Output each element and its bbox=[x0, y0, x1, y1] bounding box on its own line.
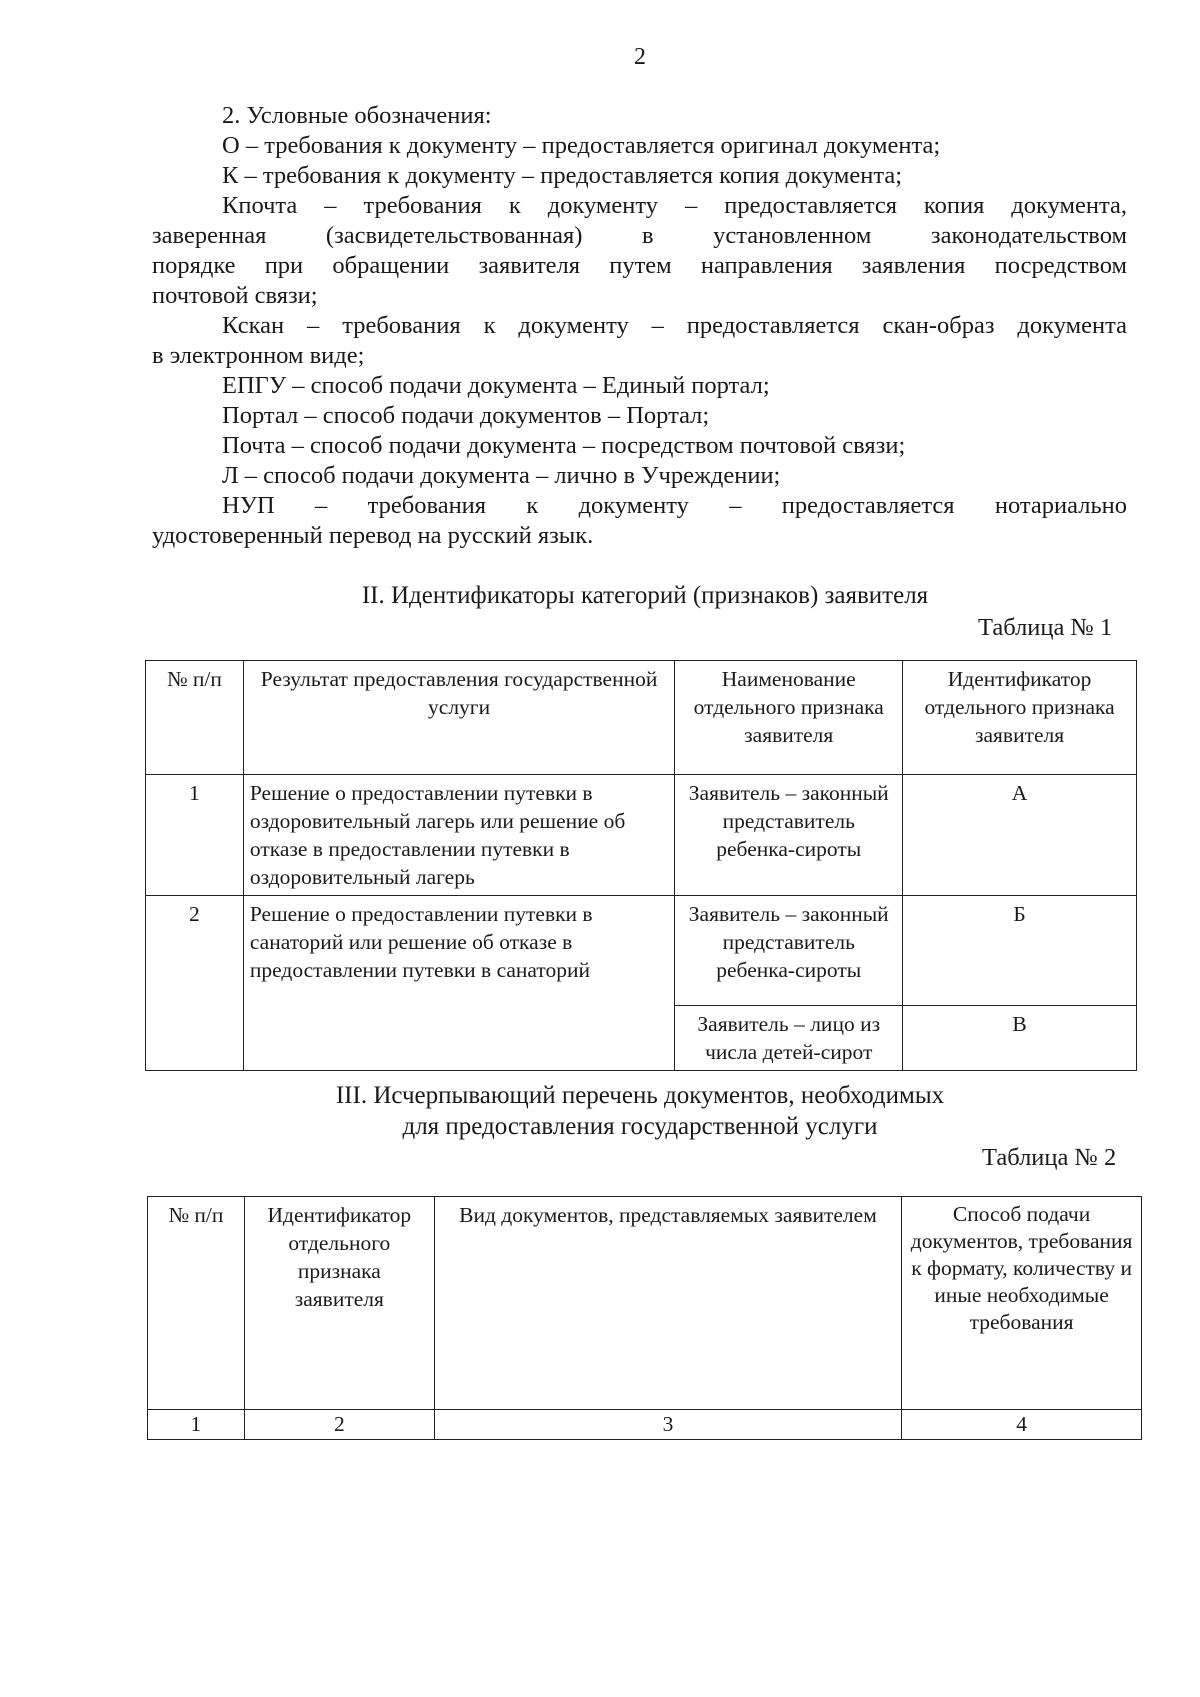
t1-row1-id: А bbox=[903, 775, 1137, 896]
legend-kpochta-line3: порядке при обращении заявителя путем направления заявления посредством bbox=[152, 252, 1127, 279]
table-2-header-row bbox=[148, 1197, 1142, 1410]
t1-header-name: Наименование отдельного признака заявителя bbox=[675, 661, 903, 775]
t2-header-id: Идентификатор отдельного признака заявителя bbox=[244, 1197, 434, 1410]
section-3-heading-line2: для предоставления государственной услуги bbox=[402, 1113, 878, 1140]
t2-col-number-4: 4 bbox=[902, 1410, 1142, 1440]
legend-epgu: ЕПГУ – способ подачи документа – Единый портал; bbox=[222, 372, 770, 399]
legend-portal: Портал – способ подачи документов – Портал; bbox=[222, 402, 710, 429]
section-2-heading: II. Идентификаторы категорий (признаков) заявителя bbox=[361, 582, 929, 609]
t1-header-id: Идентификатор отдельного признака заявителя bbox=[903, 661, 1137, 775]
legend-kpochta-line2: заверенная (засвидетельствованная) в установленном законодательством bbox=[152, 222, 1127, 249]
t1-header-result: Результат предоставления государственной услуги bbox=[243, 661, 674, 775]
legend-title: 2. Условные обозначения: bbox=[222, 102, 492, 129]
table-2 bbox=[147, 1196, 1142, 1440]
legend-kskan-line2: в электронном виде; bbox=[152, 342, 365, 369]
legend-l: Л – способ подачи документа – лично в Учреждении; bbox=[222, 462, 781, 489]
table-1-header-row bbox=[146, 661, 1137, 775]
t1-row3-name: Заявитель – лицо из числа детей-сирот bbox=[675, 1006, 903, 1071]
t2-col-number-1: 1 bbox=[148, 1410, 245, 1440]
table-1-label: Таблица № 1 bbox=[978, 614, 1113, 641]
t2-header-docs: Вид документов, представляемых заявителем bbox=[434, 1197, 901, 1410]
t2-col-number-3: 3 bbox=[434, 1410, 901, 1440]
t1-row2-num: 2 bbox=[146, 896, 244, 1071]
t1-header-num: № п/п bbox=[146, 661, 244, 775]
t1-row1-result: Решение о предоставлении путевки в оздоровительный лагерь или решение об отказе в предоставлении путевки в оздоровительный лагерь bbox=[243, 775, 674, 896]
legend-k: К – требования к документу – предоставляется копия документа; bbox=[222, 162, 903, 189]
table-1 bbox=[145, 660, 1137, 1071]
t1-row2-result: Решение о предоставлении путевки в санаторий или решение об отказе в предоставлении путевки в санаторий bbox=[243, 896, 674, 1071]
section-3-heading-line1: III. Исчерпывающий перечень документов, необходимых bbox=[335, 1082, 945, 1109]
t2-header-method: Способ подачи документов, требования к формату, количеству и иные необходимые требования bbox=[902, 1197, 1142, 1410]
t2-col-number-2: 2 bbox=[244, 1410, 434, 1440]
legend-o: О – требования к документу – предоставляется оригинал документа; bbox=[222, 132, 941, 159]
t1-row2-id: Б bbox=[903, 896, 1137, 1006]
table-2-number-row bbox=[148, 1410, 1142, 1440]
legend-kpochta-line1: Кпочта – требования к документу – предоставляется копия документа, bbox=[222, 192, 1127, 219]
table-2-label: Таблица № 2 bbox=[982, 1144, 1117, 1171]
t1-row3-id: В bbox=[903, 1006, 1137, 1071]
t1-row1-num: 1 bbox=[146, 775, 244, 896]
t1-row1-name: Заявитель – законный представитель ребенка-сироты bbox=[675, 775, 903, 896]
legend-kskan-line1: Кскан – требования к документу – предоставляется скан-образ документа bbox=[222, 312, 1127, 339]
table-row bbox=[146, 896, 1137, 1006]
page-number: 2 bbox=[634, 44, 646, 70]
table-row bbox=[146, 775, 1137, 896]
t2-header-num: № п/п bbox=[148, 1197, 245, 1410]
legend-pochta: Почта – способ подачи документа – посредством почтовой связи; bbox=[222, 432, 906, 459]
legend-nup-line2: удостоверенный перевод на русский язык. bbox=[152, 522, 594, 549]
legend-kpochta-line4: почтовой связи; bbox=[152, 282, 318, 309]
t1-row2-name: Заявитель – законный представитель ребенка-сироты bbox=[675, 896, 903, 1006]
legend-nup-line1: НУП – требования к документу – предоставляется нотариально bbox=[222, 492, 1127, 519]
